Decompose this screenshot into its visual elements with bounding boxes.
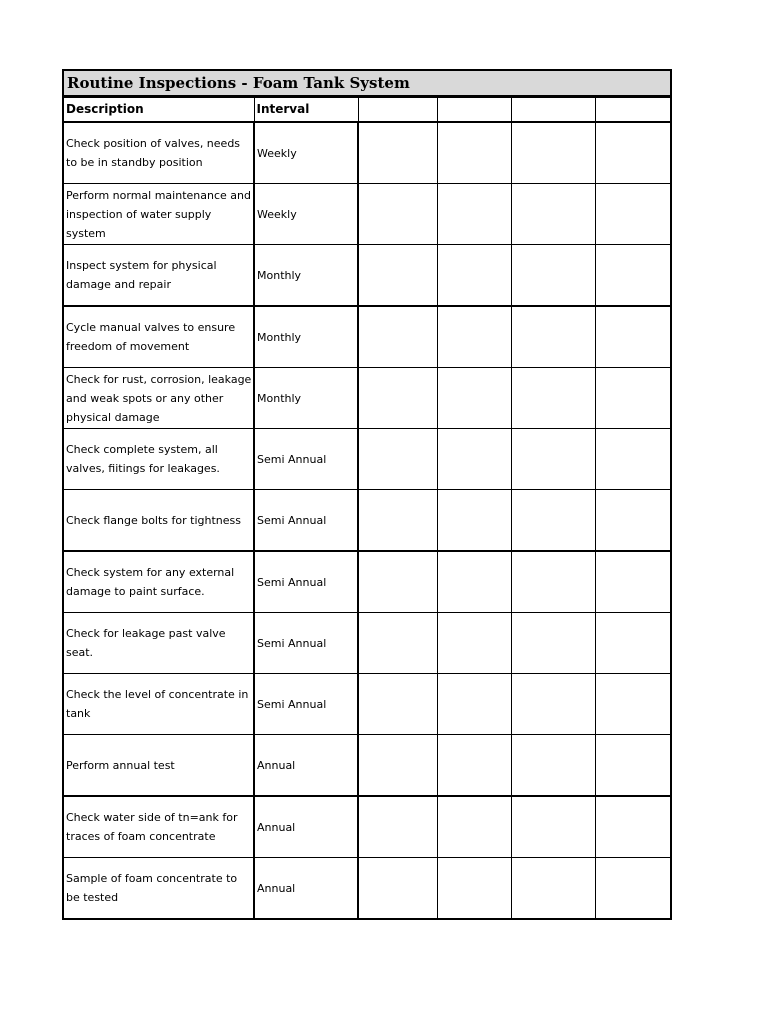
inspection-record-cell[interactable] (595, 122, 672, 184)
task-description: Perform normal maintenance and inspection of water supply system (64, 184, 254, 245)
sheet-title: Routine Inspections - Foam Tank System (64, 69, 670, 97)
task-description: Check complete system, all valves, fiitings for leakages. (64, 429, 254, 490)
inspection-record-cell[interactable] (595, 796, 672, 858)
inspection-record-cell[interactable] (437, 674, 511, 735)
inspection-record-cell[interactable] (358, 490, 437, 552)
task-row (64, 245, 672, 307)
inspection-record-cell[interactable] (358, 735, 437, 797)
inspection-record-cell[interactable] (358, 796, 437, 858)
inspection-record-cell[interactable] (437, 306, 511, 368)
inspection-record-cell[interactable] (511, 674, 595, 735)
inspection-record-cell[interactable] (595, 858, 672, 919)
task-row (64, 858, 672, 919)
task-description: Check for rust, corrosion, leakage and weak spots or any other physical damage (64, 368, 254, 429)
task-row (64, 429, 672, 490)
task-description: Check system for any external damage to paint surface. (64, 551, 254, 613)
inspection-record-cell[interactable] (437, 429, 511, 490)
inspection-record-cell[interactable] (358, 674, 437, 735)
inspection-record-cell[interactable] (437, 613, 511, 674)
inspection-record-cell[interactable] (437, 490, 511, 552)
inspection-record-cell[interactable] (437, 551, 511, 613)
inspection-record-cell[interactable] (511, 613, 595, 674)
inspection-record-cell[interactable] (595, 490, 672, 552)
task-interval: Monthly (254, 368, 358, 429)
inspection-record-cell[interactable] (437, 858, 511, 919)
task-row (64, 368, 672, 429)
task-row (64, 122, 672, 184)
inspection-record-cell[interactable] (437, 122, 511, 184)
inspection-record-cell[interactable] (437, 796, 511, 858)
inspection-record-cell[interactable] (595, 613, 672, 674)
task-row (64, 490, 672, 552)
inspection-record-cell[interactable] (511, 184, 595, 245)
inspection-record-cell[interactable] (511, 245, 595, 307)
inspection-record-cell[interactable] (358, 122, 437, 184)
task-description: Check water side of tn=ank for traces of foam concentrate (64, 796, 254, 858)
task-interval: Annual (254, 796, 358, 858)
task-description: Check flange bolts for tightness (64, 490, 254, 552)
task-description: Check for leakage past valve seat. (64, 613, 254, 674)
inspection-rows (64, 98, 672, 919)
inspection-record-cell[interactable] (595, 735, 672, 797)
inspection-record-cell[interactable] (595, 551, 672, 613)
inspection-record-cell[interactable] (511, 858, 595, 919)
inspection-record-cell[interactable] (358, 306, 437, 368)
inspection-record-cell[interactable] (437, 184, 511, 245)
inspection-record-cell[interactable] (511, 122, 595, 184)
task-description: Inspect system for physical damage and repair (64, 245, 254, 307)
inspection-record-cell[interactable] (511, 796, 595, 858)
task-interval: Monthly (254, 245, 358, 307)
inspection-table (64, 97, 672, 918)
task-row (64, 735, 672, 797)
header-blank-cell (358, 98, 437, 123)
header-description: Description (64, 98, 254, 123)
inspection-record-cell[interactable] (437, 368, 511, 429)
task-row (64, 306, 672, 368)
task-row (64, 674, 672, 735)
task-interval: Weekly (254, 122, 358, 184)
inspection-record-cell[interactable] (358, 858, 437, 919)
task-row (64, 796, 672, 858)
task-row (64, 184, 672, 245)
inspection-sheet (62, 69, 672, 920)
task-interval: Semi Annual (254, 674, 358, 735)
task-description: Check position of valves, needs to be in standby position (64, 122, 254, 184)
header-blank-cell (511, 98, 595, 123)
inspection-record-cell[interactable] (511, 735, 595, 797)
task-interval: Weekly (254, 184, 358, 245)
task-interval: Annual (254, 858, 358, 919)
inspection-record-cell[interactable] (511, 429, 595, 490)
inspection-record-cell[interactable] (595, 245, 672, 307)
task-description: Check the level of concentrate in tank (64, 674, 254, 735)
inspection-record-cell[interactable] (358, 368, 437, 429)
task-interval: Annual (254, 735, 358, 797)
inspection-record-cell[interactable] (595, 429, 672, 490)
inspection-record-cell[interactable] (511, 551, 595, 613)
header-row (64, 98, 672, 123)
task-description: Perform annual test (64, 735, 254, 797)
inspection-record-cell[interactable] (595, 184, 672, 245)
task-row (64, 613, 672, 674)
inspection-record-cell[interactable] (595, 368, 672, 429)
inspection-record-cell[interactable] (358, 613, 437, 674)
header-blank-cell (437, 98, 511, 123)
task-interval: Monthly (254, 306, 358, 368)
inspection-record-cell[interactable] (511, 490, 595, 552)
inspection-record-cell[interactable] (595, 306, 672, 368)
task-description: Cycle manual valves to ensure freedom of movement (64, 306, 254, 368)
task-interval: Semi Annual (254, 490, 358, 552)
header-interval: Interval (254, 98, 358, 123)
header-blank-cell (595, 98, 672, 123)
task-interval: Semi Annual (254, 429, 358, 490)
task-description: Sample of foam concentrate to be tested (64, 858, 254, 919)
inspection-record-cell[interactable] (511, 306, 595, 368)
task-interval: Semi Annual (254, 613, 358, 674)
inspection-record-cell[interactable] (358, 551, 437, 613)
inspection-record-cell[interactable] (595, 674, 672, 735)
inspection-record-cell[interactable] (358, 429, 437, 490)
inspection-record-cell[interactable] (437, 245, 511, 307)
inspection-record-cell[interactable] (511, 368, 595, 429)
inspection-record-cell[interactable] (358, 184, 437, 245)
inspection-record-cell[interactable] (358, 245, 437, 307)
task-interval: Semi Annual (254, 551, 358, 613)
task-row (64, 551, 672, 613)
inspection-record-cell[interactable] (437, 735, 511, 797)
